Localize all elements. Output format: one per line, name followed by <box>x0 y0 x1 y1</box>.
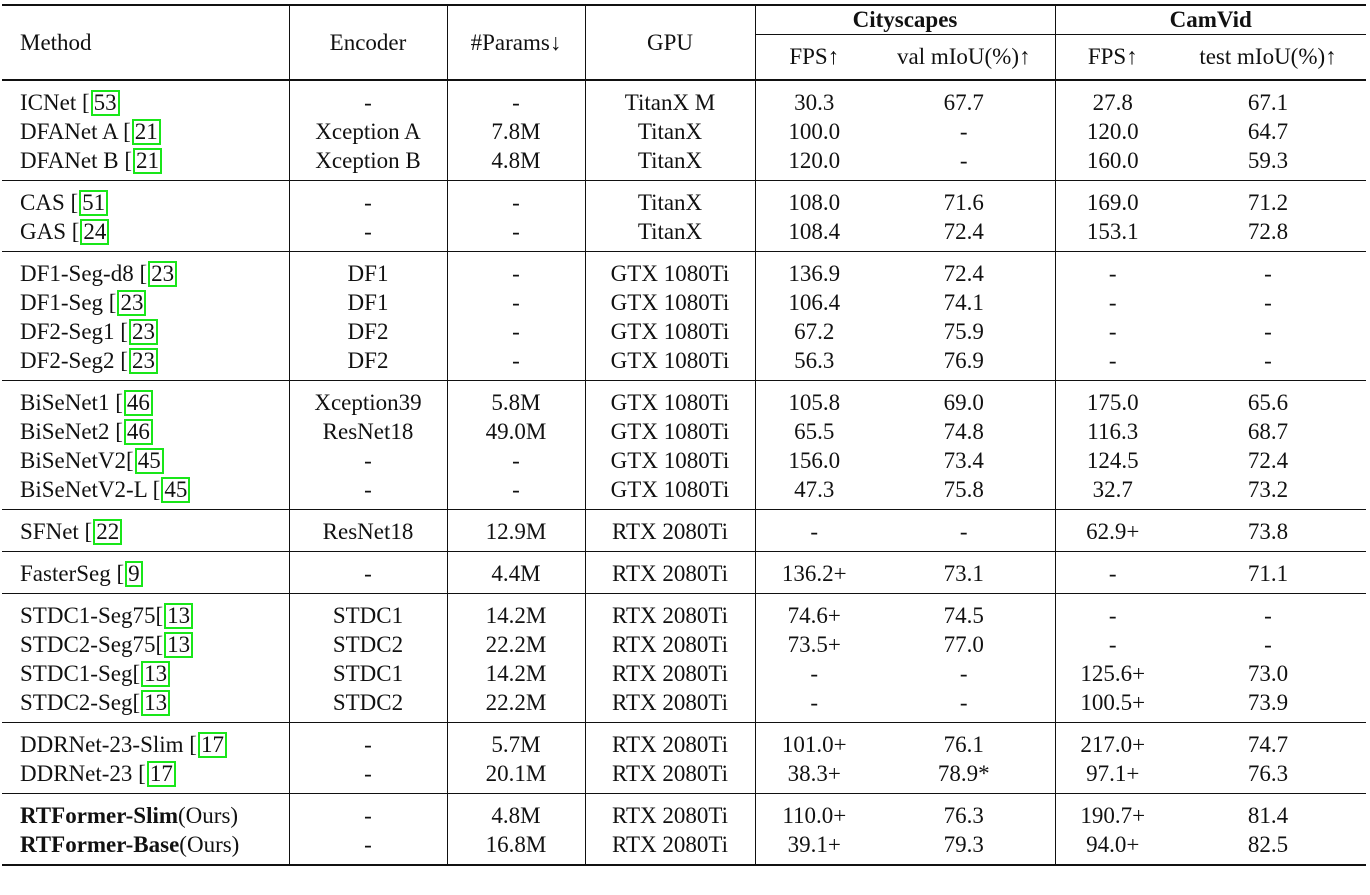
gpu-cell: GTX 1080Ti <box>585 417 755 446</box>
table-row <box>2 80 1366 117</box>
method-name: DF1-Seg-d8 [ <box>20 261 148 286</box>
cityscapes-miou-cell: 73.4 <box>873 446 1055 475</box>
method-cell <box>2 594 289 631</box>
table-row <box>2 723 1366 760</box>
cityscapes-miou-cell: 72.4 <box>873 252 1055 289</box>
citation-link[interactable]: 23 <box>129 319 158 345</box>
citation-link[interactable]: 13 <box>164 603 193 629</box>
camvid-miou-cell: 74.7 <box>1170 723 1366 760</box>
results-table <box>2 4 1366 866</box>
encoder-cell: DF1 <box>289 252 447 289</box>
gpu-cell: RTX 2080Ti <box>585 688 755 723</box>
table-row <box>2 552 1366 594</box>
table-row <box>2 117 1366 146</box>
camvid-fps-cell: - <box>1055 594 1170 631</box>
gpu-cell: RTX 2080Ti <box>585 794 755 831</box>
cityscapes-miou-cell: 73.1 <box>873 552 1055 594</box>
camvid-miou-cell: - <box>1264 290 1272 315</box>
camvid-fps-cell: 27.8 <box>1092 90 1133 115</box>
camvid-fps-cell: 125.6+ <box>1080 661 1146 686</box>
gpu-cell: TitanX <box>585 181 755 218</box>
gpu-cell: GTX 1080Ti <box>585 346 755 381</box>
encoder-cell: ResNet18 <box>289 417 447 446</box>
method-cell <box>2 830 289 865</box>
table-row <box>2 252 1366 289</box>
camvid-miou-cell: 76.3 <box>1247 761 1289 786</box>
cityscapes-miou-cell: 69.0 <box>873 381 1055 418</box>
method-cell <box>2 288 289 317</box>
params-cell: - <box>447 181 585 218</box>
cityscapes-fps-cell: 156.0 <box>788 448 841 473</box>
encoder-cell: DF1 <box>289 288 447 317</box>
table-row <box>2 594 1366 631</box>
cityscapes-fps-cell: 136.2+ <box>755 552 873 594</box>
cityscapes-miou-cell: - <box>873 146 1055 181</box>
params-cell: - <box>447 475 585 510</box>
table-row <box>2 217 1366 252</box>
header-camvid: CamVid <box>1055 5 1366 35</box>
method-suffix: (Ours) <box>178 803 239 828</box>
params-cell: 49.0M <box>447 417 585 446</box>
encoder-cell: STDC1 <box>289 659 447 688</box>
method-name: BiSeNetV2[ <box>20 448 134 473</box>
cityscapes-miou-cell: - <box>873 117 1055 146</box>
cityscapes-miou-cell: 74.1 <box>873 288 1055 317</box>
camvid-fps-cell: - <box>1108 319 1117 344</box>
camvid-miou-cell: 72.8 <box>1247 219 1289 244</box>
params-cell: 22.2M <box>447 630 585 659</box>
citation-link[interactable]: 23 <box>148 261 177 287</box>
encoder-cell: - <box>289 446 447 475</box>
params-cell: 12.9M <box>447 510 585 552</box>
table-row <box>2 630 1366 659</box>
gpu-cell: TitanX <box>585 117 755 146</box>
method-name: DF2-Seg2 [ <box>20 348 128 373</box>
cityscapes-miou-cell: 75.8 <box>873 475 1055 510</box>
cityscapes-fps-cell: 136.9 <box>755 252 873 289</box>
cityscapes-miou-cell: 76.1 <box>873 723 1055 760</box>
gpu-cell: RTX 2080Ti <box>585 830 755 865</box>
cityscapes-miou-cell: - <box>873 688 1055 723</box>
cityscapes-fps-cell: 108.0 <box>755 181 873 218</box>
method-cell <box>2 346 289 381</box>
header-params: #Params↓ <box>447 5 585 80</box>
gpu-cell: GTX 1080Ti <box>585 252 755 289</box>
params-cell: 20.1M <box>447 759 585 794</box>
method-cell <box>2 217 289 252</box>
cityscapes-fps-cell: 39.1+ <box>755 830 873 865</box>
params-cell: 4.8M <box>447 794 585 831</box>
method-name: DF1-Seg [ <box>20 290 117 315</box>
method-name: CAS [ <box>20 190 79 215</box>
table-body <box>2 80 1366 865</box>
method-cell <box>2 552 289 594</box>
params-cell: - <box>447 446 585 475</box>
params-cell: 5.8M <box>447 381 585 418</box>
params-cell: 16.8M <box>447 830 585 865</box>
encoder-cell: - <box>289 475 447 510</box>
method-name: STDC2-Seg[ <box>20 690 141 715</box>
cityscapes-fps-cell: 65.5 <box>794 419 835 444</box>
method-name: STDC1-Seg[ <box>20 661 141 686</box>
camvid-fps-cell: - <box>1108 632 1117 657</box>
citation-link[interactable]: 13 <box>141 661 170 687</box>
citation-link[interactable]: 13 <box>164 632 193 658</box>
camvid-miou-cell: 72.4 <box>1247 448 1289 473</box>
method-cell <box>2 381 289 418</box>
gpu-cell: RTX 2080Ti <box>585 630 755 659</box>
camvid-miou-cell: 65.6 <box>1170 381 1366 418</box>
citation-link[interactable]: 24 <box>80 219 109 245</box>
camvid-miou-cell: 71.1 <box>1170 552 1366 594</box>
gpu-cell: GTX 1080Ti <box>585 381 755 418</box>
encoder-cell: - <box>289 723 447 760</box>
citation-link[interactable]: 53 <box>91 90 120 116</box>
table-row <box>2 659 1366 688</box>
cityscapes-miou-cell: - <box>873 510 1055 552</box>
citation-link[interactable]: 17 <box>198 732 227 758</box>
camvid-miou-cell: 64.7 <box>1247 119 1289 144</box>
cityscapes-fps-cell: 30.3 <box>794 90 835 115</box>
cityscapes-miou-cell: 77.0 <box>873 630 1055 659</box>
params-cell: - <box>447 80 585 117</box>
camvid-fps-cell: 124.5 <box>1086 448 1139 473</box>
camvid-miou-cell: 73.9 <box>1247 690 1289 715</box>
camvid-fps-cell: 120.0 <box>1086 119 1139 144</box>
camvid-miou-cell: - <box>1170 252 1366 289</box>
gpu-cell: RTX 2080Ti <box>585 759 755 794</box>
table-row <box>2 146 1366 181</box>
encoder-cell: STDC1 <box>289 594 447 631</box>
camvid-miou-cell: - <box>1170 594 1366 631</box>
gpu-cell: RTX 2080Ti <box>585 723 755 760</box>
cityscapes-fps-cell: 106.4 <box>788 290 841 315</box>
camvid-fps-cell: 100.5+ <box>1080 690 1146 715</box>
cityscapes-fps-cell: 110.0+ <box>755 794 873 831</box>
method-cell <box>2 759 289 794</box>
method-cell <box>2 317 289 346</box>
cityscapes-miou-cell: 78.9* <box>873 759 1055 794</box>
params-cell: 5.7M <box>447 723 585 760</box>
cityscapes-fps-cell: - <box>810 661 819 686</box>
camvid-miou-cell: - <box>1264 319 1272 344</box>
encoder-cell: - <box>289 794 447 831</box>
method-name: BiSeNet2 [ <box>20 419 123 444</box>
camvid-fps-cell: 217.0+ <box>1055 723 1170 760</box>
camvid-miou-cell: 82.5 <box>1170 830 1366 865</box>
citation-link[interactable]: 9 <box>125 561 143 587</box>
params-cell: 14.2M <box>447 594 585 631</box>
cityscapes-fps-cell: 120.0 <box>788 148 841 173</box>
params-cell: 22.2M <box>447 688 585 723</box>
table-row <box>2 688 1366 723</box>
method-name: BiSeNetV2-L [ <box>20 477 161 502</box>
camvid-fps-cell: 175.0 <box>1055 381 1170 418</box>
gpu-cell: TitanX <box>585 217 755 252</box>
citation-link[interactable]: 46 <box>124 390 153 416</box>
method-cell <box>2 510 289 552</box>
method-name: DF2-Seg1 [ <box>20 319 128 344</box>
cityscapes-miou-cell: 72.4 <box>873 217 1055 252</box>
method-name: SFNet [ <box>20 519 93 544</box>
camvid-miou-cell: 59.3 <box>1247 148 1289 173</box>
camvid-fps-cell: 97.1+ <box>1086 761 1140 786</box>
header-cityscapes-fps: FPS↑ <box>755 35 873 81</box>
cityscapes-fps-cell: 74.6+ <box>755 594 873 631</box>
header-method: Method <box>2 5 289 80</box>
header-camvid-fps: FPS↑ <box>1055 35 1170 81</box>
table-row <box>2 317 1366 346</box>
method-name: GAS [ <box>20 219 80 244</box>
cityscapes-fps-cell: 47.3 <box>794 477 835 502</box>
table-row <box>2 759 1366 794</box>
table-row <box>2 346 1366 381</box>
table-row <box>2 446 1366 475</box>
encoder-cell: - <box>289 181 447 218</box>
citation-link[interactable]: 17 <box>147 761 176 787</box>
method-cell <box>2 146 289 181</box>
encoder-cell: - <box>289 217 447 252</box>
camvid-miou-cell: 67.1 <box>1247 90 1289 115</box>
cityscapes-fps-cell: 100.0 <box>788 119 841 144</box>
params-cell: 14.2M <box>447 659 585 688</box>
encoder-cell: - <box>289 759 447 794</box>
camvid-fps-cell: 160.0 <box>1086 148 1139 173</box>
method-cell <box>2 630 289 659</box>
method-name: DDRNet-23 [ <box>20 761 146 786</box>
table-row <box>2 510 1366 552</box>
citation-link[interactable]: 45 <box>135 448 164 474</box>
cityscapes-miou-cell: 71.6 <box>873 181 1055 218</box>
citation-link[interactable]: 23 <box>117 290 146 316</box>
method-cell <box>2 794 289 831</box>
camvid-miou-cell: - <box>1264 632 1272 657</box>
gpu-cell: GTX 1080Ti <box>585 288 755 317</box>
encoder-cell: DF2 <box>289 346 447 381</box>
camvid-miou-cell: 68.7 <box>1247 419 1289 444</box>
camvid-miou-cell: 71.2 <box>1170 181 1366 218</box>
method-cell <box>2 688 289 723</box>
encoder-cell: Xception B <box>289 146 447 181</box>
cityscapes-miou-cell: 67.7 <box>873 80 1055 117</box>
table-row <box>2 830 1366 865</box>
camvid-fps-cell: 153.1 <box>1086 219 1139 244</box>
header-gpu: GPU <box>585 5 755 80</box>
camvid-fps-cell: - <box>1055 552 1170 594</box>
params-cell: - <box>447 317 585 346</box>
encoder-cell: - <box>289 830 447 865</box>
citation-link[interactable]: 22 <box>93 519 122 545</box>
params-cell: - <box>447 346 585 381</box>
encoder-cell: Xception A <box>289 117 447 146</box>
camvid-miou-cell: 81.4 <box>1170 794 1366 831</box>
gpu-cell: GTX 1080Ti <box>585 446 755 475</box>
gpu-cell: RTX 2080Ti <box>585 594 755 631</box>
method-suffix: (Ours) <box>179 832 240 857</box>
gpu-cell: TitanX M <box>585 80 755 117</box>
cityscapes-fps-cell: 73.5+ <box>787 632 841 657</box>
gpu-cell: RTX 2080Ti <box>585 659 755 688</box>
table-row <box>2 381 1366 418</box>
encoder-cell: STDC2 <box>289 688 447 723</box>
method-cell <box>2 475 289 510</box>
method-name: RTFormer-Base <box>20 832 180 857</box>
method-name: DFANet A [ <box>20 119 131 144</box>
camvid-miou-cell: - <box>1264 348 1272 373</box>
method-cell <box>2 80 289 117</box>
method-name: ICNet [ <box>20 90 90 115</box>
params-cell: 4.8M <box>447 146 585 181</box>
citation-link[interactable]: 13 <box>141 690 170 716</box>
method-name: FasterSeg [ <box>20 561 125 586</box>
cityscapes-fps-cell: 67.2 <box>794 319 835 344</box>
params-cell: 7.8M <box>447 117 585 146</box>
method-name: BiSeNet1 [ <box>20 390 123 415</box>
method-name: DFANet B [ <box>20 148 133 173</box>
cityscapes-fps-cell: 56.3 <box>794 348 835 373</box>
camvid-miou-cell: 73.2 <box>1247 477 1289 502</box>
citation-link[interactable]: 46 <box>124 419 153 445</box>
encoder-cell: STDC2 <box>289 630 447 659</box>
camvid-fps-cell: - <box>1055 252 1170 289</box>
params-cell: - <box>447 217 585 252</box>
cityscapes-fps-cell: 38.3+ <box>787 761 841 786</box>
camvid-fps-cell: - <box>1108 348 1117 373</box>
cityscapes-fps-cell: - <box>755 510 873 552</box>
table-row <box>2 288 1366 317</box>
citation-link[interactable]: 23 <box>129 348 158 374</box>
params-cell: - <box>447 288 585 317</box>
encoder-cell: - <box>289 552 447 594</box>
table-row <box>2 475 1366 510</box>
cityscapes-fps-cell: 105.8 <box>755 381 873 418</box>
camvid-fps-cell: 190.7+ <box>1055 794 1170 831</box>
camvid-fps-cell: 169.0 <box>1055 181 1170 218</box>
method-cell <box>2 117 289 146</box>
camvid-miou-cell: 73.8 <box>1170 510 1366 552</box>
cityscapes-miou-cell: 79.3 <box>873 830 1055 865</box>
method-cell <box>2 659 289 688</box>
camvid-fps-cell: 62.9+ <box>1055 510 1170 552</box>
encoder-cell: - <box>289 80 447 117</box>
cityscapes-miou-cell: 75.9 <box>873 317 1055 346</box>
method-cell <box>2 252 289 289</box>
camvid-fps-cell: 94.0+ <box>1055 830 1170 865</box>
method-cell <box>2 446 289 475</box>
table-row <box>2 417 1366 446</box>
camvid-fps-cell: - <box>1108 290 1117 315</box>
cityscapes-miou-cell: 76.3 <box>873 794 1055 831</box>
cityscapes-miou-cell: 74.5 <box>873 594 1055 631</box>
method-cell <box>2 181 289 218</box>
cityscapes-miou-cell: 74.8 <box>873 417 1055 446</box>
table-row <box>2 794 1366 831</box>
camvid-fps-cell: 116.3 <box>1087 419 1139 444</box>
camvid-fps-cell: 32.7 <box>1092 477 1133 502</box>
cityscapes-fps-cell: 101.0+ <box>755 723 873 760</box>
table-row <box>2 181 1366 218</box>
gpu-cell: TitanX <box>585 146 755 181</box>
encoder-cell: Xception39 <box>289 381 447 418</box>
gpu-cell: RTX 2080Ti <box>585 510 755 552</box>
gpu-cell: GTX 1080Ti <box>585 475 755 510</box>
citation-link[interactable]: 51 <box>79 190 108 216</box>
citation-link[interactable]: 21 <box>133 148 162 174</box>
method-name: RTFormer-Slim <box>20 803 179 828</box>
method-name: DDRNet-23-Slim [ <box>20 732 197 757</box>
header-camvid-miou: test mIoU(%)↑ <box>1170 35 1366 81</box>
method-cell <box>2 417 289 446</box>
cityscapes-fps-cell: 108.4 <box>788 219 841 244</box>
encoder-cell: DF2 <box>289 317 447 346</box>
cityscapes-miou-cell: 76.9 <box>873 346 1055 381</box>
header-cityscapes-miou: val mIoU(%)↑ <box>873 35 1055 81</box>
header-encoder: Encoder <box>289 5 447 80</box>
citation-link[interactable]: 21 <box>132 119 161 145</box>
citation-link[interactable]: 45 <box>161 477 190 503</box>
gpu-cell: RTX 2080Ti <box>585 552 755 594</box>
cityscapes-fps-cell: - <box>810 690 819 715</box>
method-name: STDC2-Seg75[ <box>20 632 164 657</box>
gpu-cell: GTX 1080Ti <box>585 317 755 346</box>
method-cell <box>2 723 289 760</box>
header-cityscapes: Cityscapes <box>755 5 1055 35</box>
encoder-cell: ResNet18 <box>289 510 447 552</box>
params-cell: - <box>447 252 585 289</box>
cityscapes-miou-cell: - <box>873 659 1055 688</box>
camvid-miou-cell: 73.0 <box>1247 661 1289 686</box>
method-name: STDC1-Seg75[ <box>20 603 164 628</box>
params-cell: 4.4M <box>447 552 585 594</box>
